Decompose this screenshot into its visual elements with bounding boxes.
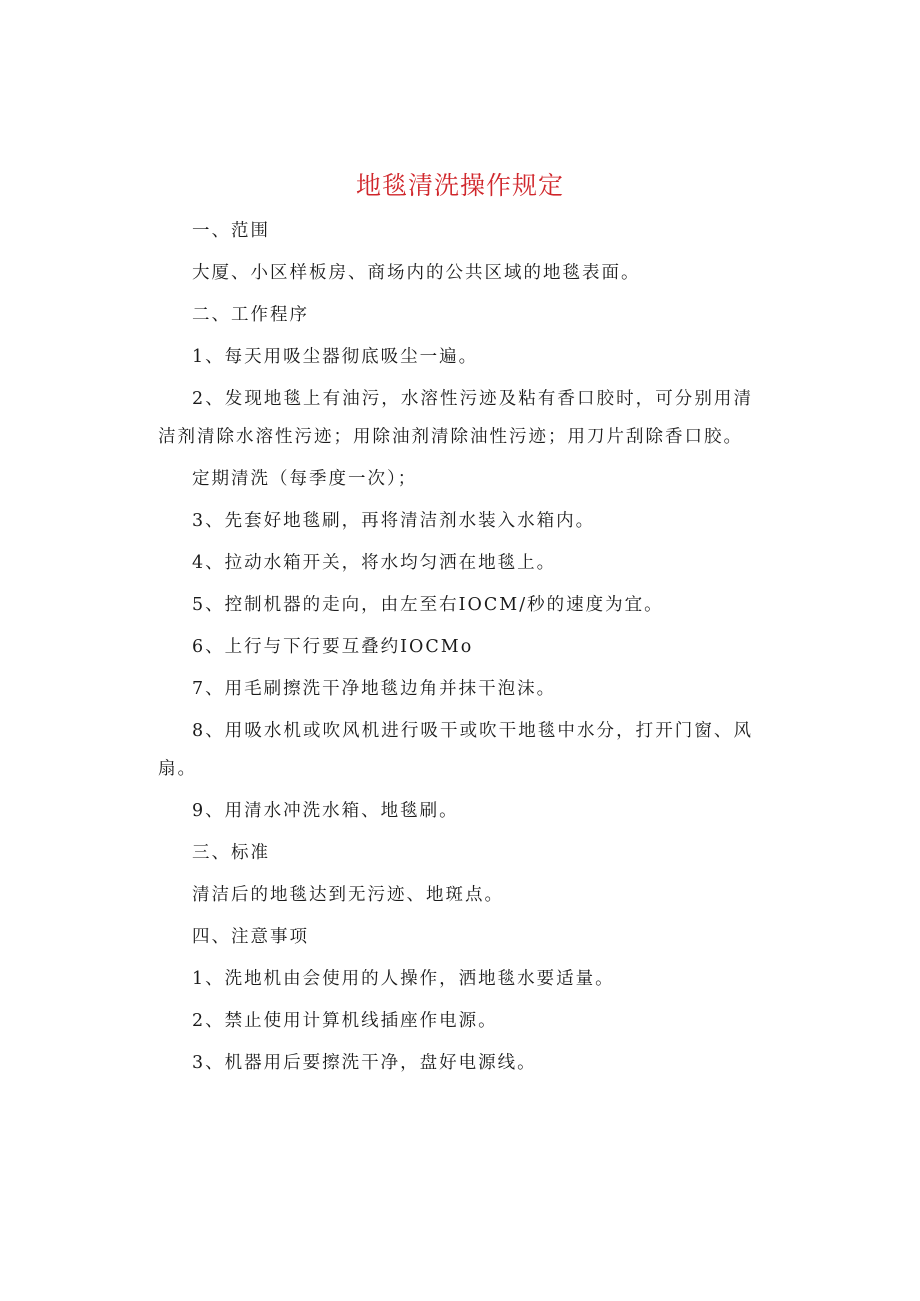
procedure-step-6: 6、上行与下行要互叠约IOCMo [192,637,474,657]
paragraph-scope-text: 大厦、小区样板房、商场内的公共区域的地毯表面。 [192,263,641,283]
precaution-item-1: 1、洗地机由会使用的人操作，洒地毯水要适量。 [192,969,615,989]
paragraph-standard-text: 清洁后的地毯达到无污迹、地斑点。 [192,885,504,905]
procedure-step-9: 9、用清水冲洗水箱、地毯刷。 [192,801,459,821]
document-title: 地毯清洗操作规定 [355,171,564,200]
procedure-step-3: 3、先套好地毯刷，再将清洁剂水装入水箱内。 [192,511,596,531]
periodic-cleaning-note: 定期清洗（每季度一次）； [192,469,418,489]
section-heading-precautions: 四、注意事项 [192,927,309,947]
procedure-step-2: 2、发现地毯上有油污，水溶性污迹及粘有香口胶时，可分别用清洁剂清除水溶性污迹；用除油剂清除油性污迹；用刀片刮除香口胶。 [158,389,753,447]
section-heading-scope: 一、范围 [192,221,270,241]
section-heading-standard: 三、标准 [192,843,270,863]
procedure-step-7: 7、用毛刷擦洗干净地毯边角并抹干泡沫。 [192,679,557,699]
procedure-step-1: 1、每天用吸尘器彻底吸尘一遍。 [192,347,479,367]
procedure-step-4: 4、拉动水箱开关，将水均匀洒在地毯上。 [192,553,557,573]
procedure-step-8: 8、用吸水机或吹风机进行吸干或吹干地毯中水分，打开门窗、风扇。 [158,721,753,779]
precaution-item-3: 3、机器用后要擦洗干净，盘好电源线。 [192,1053,537,1073]
precaution-item-2: 2、禁止使用计算机线插座作电源。 [192,1011,498,1031]
section-heading-procedure: 二、工作程序 [192,305,309,325]
document-body [158,212,753,1086]
procedure-step-5: 5、控制机器的走向，由左至右IOCM/秒的速度为宜。 [192,595,664,615]
